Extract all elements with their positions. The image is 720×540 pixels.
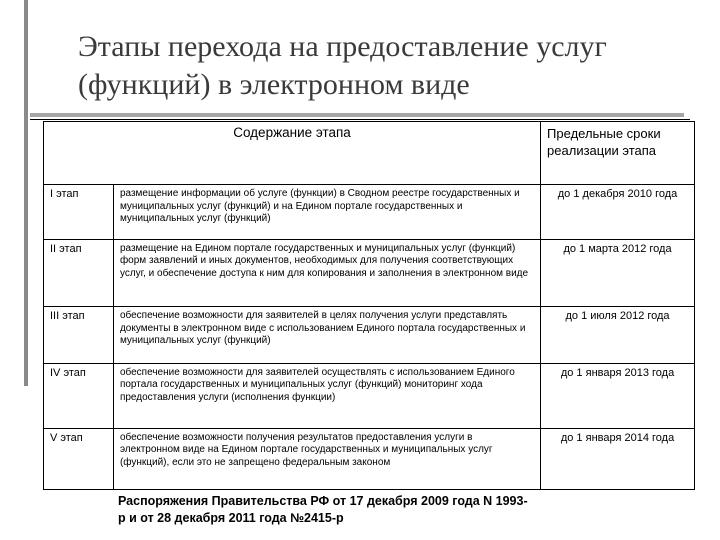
stage-content: обеспечение возможности для заявителей в целях получения услуги представлять документы в электронном виде с использованием Единого портала государственных и муниципальных услуг (функций): [113, 307, 540, 364]
stage-content: размещение информации об услуге (функции) в Сводном реестре государственных и муниципальных услуг (функций) и на Едином портале государственных и муниципальных услуг (функций): [113, 185, 540, 240]
table-row: [44, 363, 695, 428]
header-deadline-line-1: Предельные сроки: [547, 126, 661, 141]
slide-title-line-2: (функций) в электронном виде: [78, 68, 470, 101]
table-row: [44, 307, 695, 364]
stage-content: размещение на Едином портале государственных и муниципальных услуг (функций) форм заявлений и иных документов, необходимых для получения соответствующих услуг, и обеспечение доступа к ним для копирования и заполнения в электронном виде: [113, 239, 540, 306]
header-deadline: [541, 122, 695, 185]
decorative-horizontal-bar: [30, 113, 684, 117]
stage-label: I этап: [44, 185, 114, 240]
stage-content: обеспечение возможности получения результатов предоставления услуги в электронном виде на Едином портале государственных и муниципальных услуг (функций), если это не запрещено федеральным законом: [113, 428, 540, 489]
table-row: [44, 185, 695, 240]
header-content: Содержание этапа: [44, 122, 541, 185]
source-footnote-line-1: Распоряжения Правительства РФ от 17 декабря 2009 года N 1993-: [118, 494, 528, 508]
table-row: [44, 239, 695, 306]
stage-label: III этап: [44, 307, 114, 364]
stage-deadline: до 1 декабря 2010 года: [541, 185, 695, 240]
stage-deadline: до 1 января 2014 года: [541, 428, 695, 489]
decorative-vertical-bar: [24, 0, 28, 386]
source-footnote-line-2: р и от 28 декабря 2011 года №2415-р: [118, 511, 344, 525]
table-row: [44, 428, 695, 489]
stage-label: IV этап: [44, 363, 114, 428]
stage-label: II этап: [44, 239, 114, 306]
table-header-row: [44, 122, 695, 185]
stage-deadline: до 1 января 2013 года: [541, 363, 695, 428]
stage-deadline: до 1 марта 2012 года: [541, 239, 695, 306]
title-divider-line: [30, 119, 690, 120]
stage-label: V этап: [44, 428, 114, 489]
source-footnote: [118, 493, 598, 527]
header-deadline-line-2: реализации этапа: [547, 143, 657, 158]
slide-title: [78, 28, 698, 104]
stage-deadline: до 1 июля 2012 года: [541, 307, 695, 364]
stage-content: обеспечение возможности для заявителей осуществлять с использованием Единого портала государственных и муниципальных услуг (функций) мониторинг хода предоставления услуги (исполнения функции): [113, 363, 540, 428]
slide-title-line-1: Этапы перехода на предоставление услуг: [78, 30, 607, 63]
stages-table: [43, 121, 695, 490]
